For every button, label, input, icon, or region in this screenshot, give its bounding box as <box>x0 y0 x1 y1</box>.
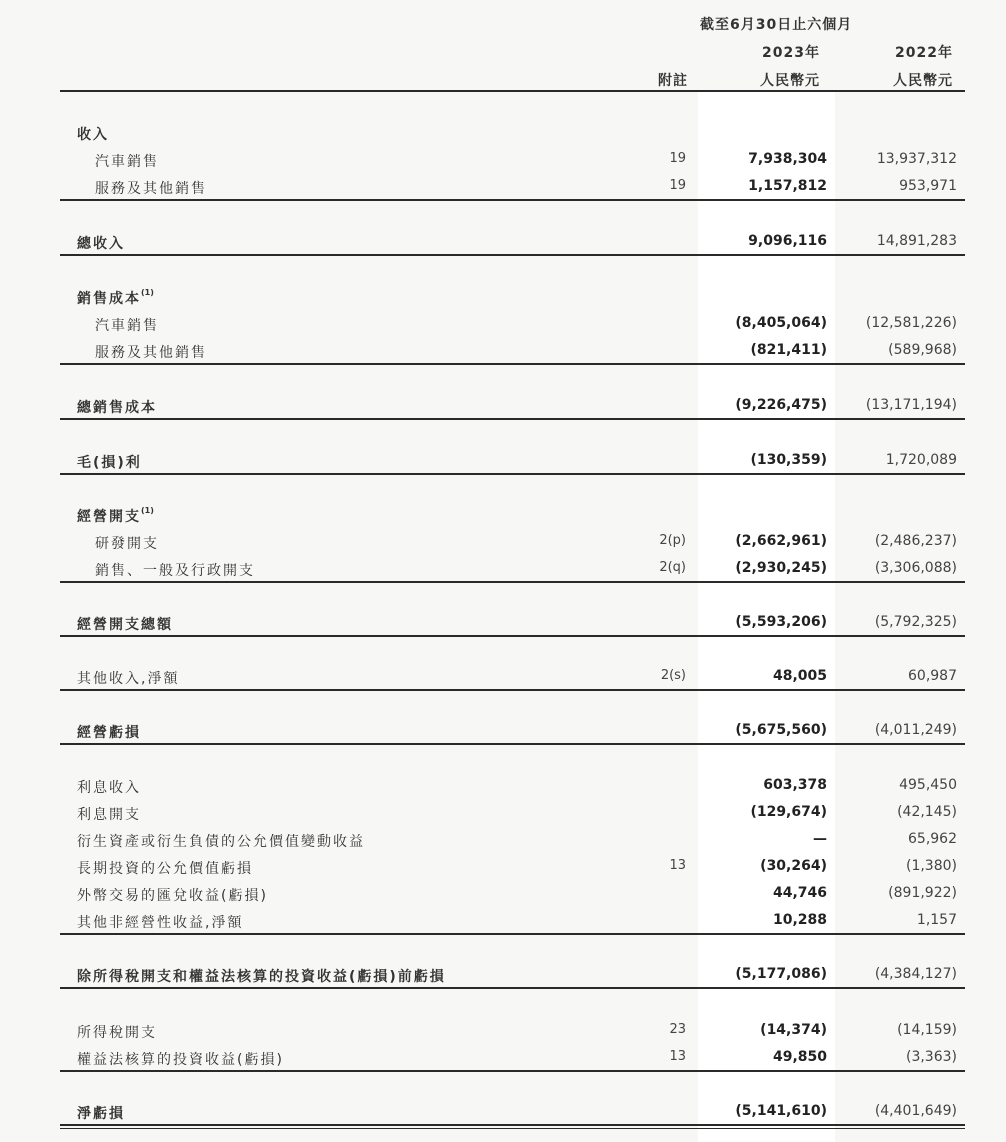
rnd-2023: (2,662,961) <box>735 533 827 549</box>
currency-2022-heading: 人民幣元 <box>893 73 953 89</box>
header-rule <box>60 90 965 92</box>
section-rule <box>60 473 965 475</box>
pretax-loss-label: 除所得稅開支和權益法核算的投資收益(虧損)前虧損 <box>77 969 446 985</box>
vehicle-sales-2023: 7,938,304 <box>748 151 827 167</box>
period-heading: 截至6月30日止六個月 <box>700 17 853 33</box>
statement-row <box>0 1022 1006 1048</box>
total-cost-2023: (9,226,475) <box>735 397 827 413</box>
interest-expense-2022: (42,145) <box>897 804 957 820</box>
income-tax-note: 23 <box>669 1022 686 1037</box>
lt-investment-loss-note: 13 <box>669 858 686 873</box>
note-column-heading: 附註 <box>658 73 688 89</box>
lt-investment-loss-label: 長期投資的公允價值虧損 <box>77 861 253 877</box>
statement-row <box>0 831 1006 857</box>
fx-gain-2022: (891,922) <box>888 885 957 901</box>
statement-row <box>0 533 1006 559</box>
fx-gain-2023: 44,746 <box>772 885 827 901</box>
equity-method-2022: (3,363) <box>905 1049 957 1065</box>
sga-2023: (2,930,245) <box>735 560 827 576</box>
section-rule <box>60 1070 965 1072</box>
fx-gain-label: 外幣交易的匯兌收益(虧損) <box>77 888 268 904</box>
section-rule <box>60 254 965 256</box>
sga-2022: (3,306,088) <box>874 560 957 576</box>
total-opex-label: 經營開支總額 <box>77 617 173 633</box>
vehicle-sales-label: 汽車銷售 <box>95 154 159 170</box>
statement-row <box>0 804 1006 830</box>
total-opex-2022: (5,792,325) <box>874 614 957 630</box>
section-rule <box>60 418 965 420</box>
opex-heading-text: 經營開支 <box>77 509 141 525</box>
rnd-note: 2(p) <box>659 533 686 548</box>
other-income-2022: 60,987 <box>908 668 957 684</box>
derivative-gain-label: 衍生資產或衍生負債的公允價值變動收益 <box>77 834 365 850</box>
equity-method-label: 權益法核算的投資收益(虧損) <box>77 1052 284 1068</box>
statement-row <box>0 777 1006 803</box>
vehicle-sales-2022: 13,937,312 <box>876 151 957 167</box>
net-loss-2023: (5,141,610) <box>735 1103 827 1119</box>
other-income-note: 2(s) <box>660 668 686 683</box>
operating-loss-label: 經營虧損 <box>77 725 141 741</box>
operating-loss-2023: (5,675,560) <box>735 722 827 738</box>
cost-heading-text: 銷售成本 <box>77 291 141 307</box>
services-sales-2022: 953,971 <box>899 178 957 194</box>
other-income-2023: 48,005 <box>772 668 827 684</box>
statement-row <box>0 506 1006 532</box>
cost-vehicle-2022: (12,581,226) <box>865 315 957 331</box>
total-cost-label: 總銷售成本 <box>77 400 157 416</box>
lt-investment-loss-2023: (30,264) <box>760 858 827 874</box>
cost-heading <box>77 288 154 308</box>
interest-expense-label: 利息開支 <box>77 807 141 823</box>
cost-services-2023: (821,411) <box>750 342 827 358</box>
opex-heading-footnote: (1) <box>141 506 154 515</box>
cost-services-label: 服務及其他銷售 <box>95 345 207 361</box>
total-revenue-label: 總收入 <box>77 236 125 252</box>
net-loss-2022: (4,401,649) <box>874 1103 957 1119</box>
other-income-label: 其他收入,淨額 <box>77 671 180 687</box>
cost-vehicle-2023: (8,405,064) <box>735 315 827 331</box>
statement-row <box>0 315 1006 341</box>
section-rule <box>60 581 965 583</box>
section-rule <box>60 933 965 935</box>
gross-profit-label: 毛(損)利 <box>77 455 142 471</box>
statement-row <box>0 858 1006 884</box>
derivative-gain-2022: 65,962 <box>908 831 957 847</box>
section-rule <box>60 743 965 745</box>
interest-expense-2023: (129,674) <box>750 804 827 820</box>
lt-investment-loss-2022: (1,380) <box>905 858 957 874</box>
derivative-gain-2023: — <box>813 831 827 847</box>
total-revenue-2023: 9,096,116 <box>748 233 827 249</box>
statement-row <box>0 885 1006 911</box>
section-rule <box>60 363 965 365</box>
services-sales-2023: 1,157,812 <box>748 178 827 194</box>
pretax-loss-2022: (4,384,127) <box>874 966 957 982</box>
gross-profit-2023: (130,359) <box>750 452 827 468</box>
gross-profit-2022: 1,720,089 <box>885 452 957 468</box>
equity-method-note: 13 <box>669 1049 686 1064</box>
total-opex-2023: (5,593,206) <box>735 614 827 630</box>
year-2023-heading: 2023年 <box>762 45 820 61</box>
net-loss-label: 淨虧損 <box>77 1106 125 1122</box>
rnd-label: 研發開支 <box>95 536 159 552</box>
other-nonop-label: 其他非經營性收益,淨額 <box>77 915 244 931</box>
services-sales-note: 19 <box>669 178 686 193</box>
opex-heading <box>77 506 154 526</box>
statement-row <box>0 288 1006 314</box>
total-cost-2022: (13,171,194) <box>865 397 957 413</box>
income-tax-label: 所得稅開支 <box>77 1025 157 1041</box>
income-tax-2022: (14,159) <box>897 1022 957 1038</box>
section-rule <box>60 635 965 637</box>
revenue-heading: 收入 <box>77 127 109 143</box>
cost-vehicle-label: 汽車銷售 <box>95 318 159 334</box>
section-rule <box>60 1124 965 1126</box>
other-nonop-2023: 10,288 <box>772 912 827 928</box>
cost-heading-footnote: (1) <box>141 288 154 297</box>
sga-note: 2(q) <box>659 560 686 575</box>
other-nonop-2022: 1,157 <box>916 912 957 928</box>
statement-row <box>0 124 1006 150</box>
interest-income-2022: 495,450 <box>899 777 957 793</box>
rnd-2022: (2,486,237) <box>874 533 957 549</box>
statement-row <box>0 151 1006 177</box>
sga-label: 銷售、一般及行政開支 <box>95 563 255 579</box>
section-rule <box>60 987 965 989</box>
double-underline-rule <box>60 1128 965 1129</box>
interest-income-2023: 603,378 <box>763 777 827 793</box>
interest-income-label: 利息收入 <box>77 780 141 796</box>
currency-2023-heading: 人民幣元 <box>760 73 820 89</box>
section-rule <box>60 199 965 201</box>
operating-loss-2022: (4,011,249) <box>874 722 957 738</box>
cost-services-2022: (589,968) <box>888 342 957 358</box>
vehicle-sales-note: 19 <box>669 151 686 166</box>
equity-method-2023: 49,850 <box>772 1049 827 1065</box>
income-tax-2023: (14,374) <box>760 1022 827 1038</box>
total-revenue-2022: 14,891,283 <box>876 233 957 249</box>
services-sales-label: 服務及其他銷售 <box>95 181 207 197</box>
section-rule <box>60 689 965 691</box>
pretax-loss-2023: (5,177,086) <box>735 966 827 982</box>
year-2022-heading: 2022年 <box>895 45 953 61</box>
